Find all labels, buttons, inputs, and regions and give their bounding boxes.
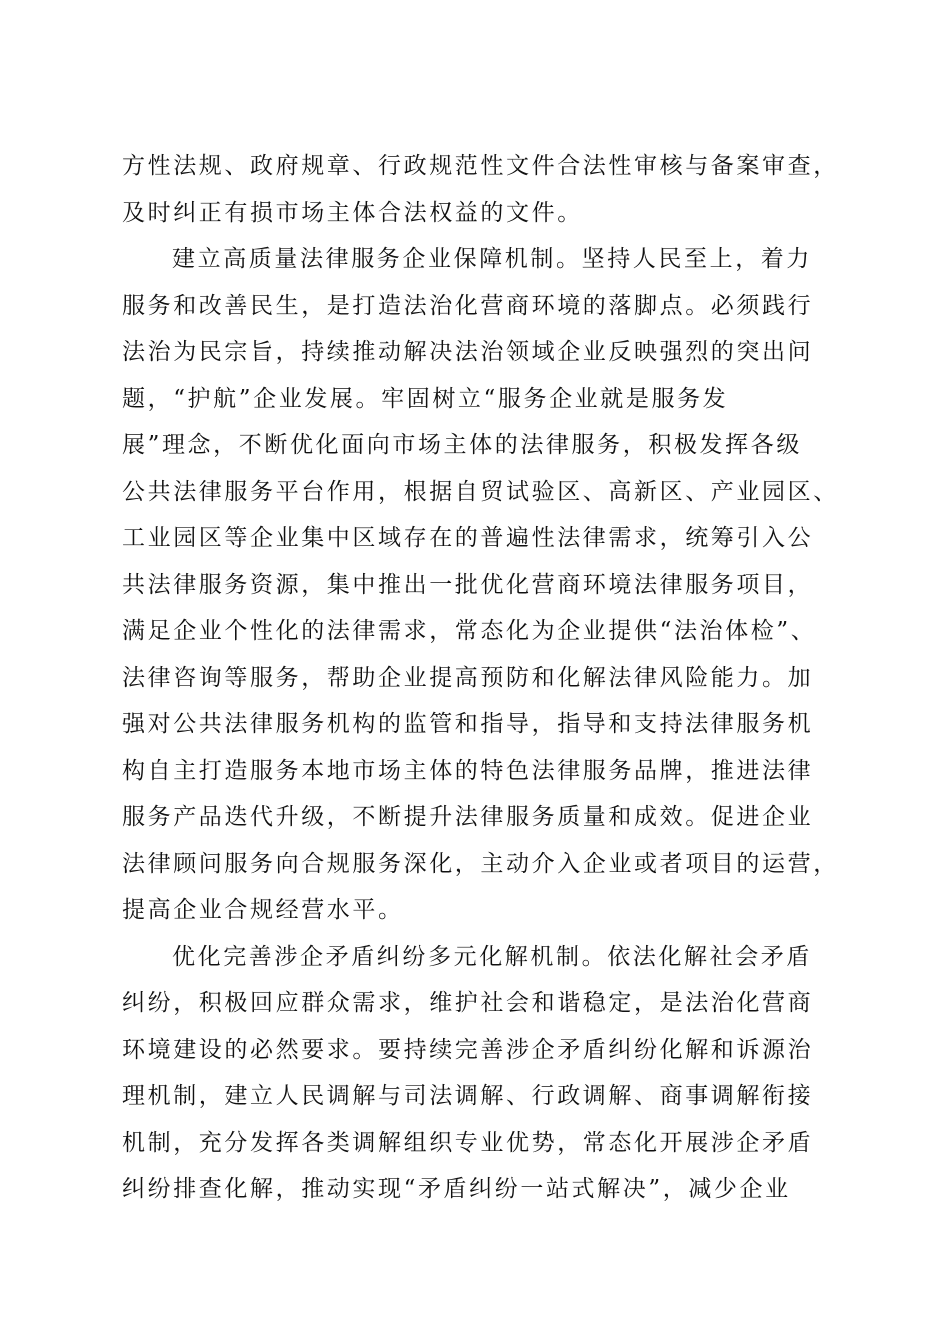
text-line: 强对公共法律服务机构的监管和指导，指导和支持法律服务机 <box>122 711 814 737</box>
text-line: 环境建设的必然要求。要持续完善涉企矛盾纠纷化解和诉源治 <box>122 1036 814 1063</box>
text-line: 构自主打造服务本地市场主体的特色法律服务品牌，推进法律 <box>122 757 814 784</box>
text-line: 方性法规、政府规章、行政规范性文件合法性审核与备案审查， <box>122 153 839 179</box>
text-line: 共法律服务资源，集中推出一批优化营商环境法律服务项目， <box>122 571 814 598</box>
text-line: 题，“护航”企业发展。牢固树立“服务企业就是服务发 <box>122 385 729 412</box>
text-line: 工业园区等企业集中区域存在的普遍性法律需求，统筹引入公 <box>122 525 814 551</box>
text-line: 展”理念，不断优化面向市场主体的法律服务，积极发挥各级 <box>122 432 802 458</box>
text-line: 公共法律服务平台作用，根据自贸试验区、高新区、产业园区、 <box>122 478 839 505</box>
text-line: 法律顾问服务向合规服务深化，主动介入企业或者项目的运营， <box>122 850 839 877</box>
text-line: 法律咨询等服务，帮助企业提高预防和化解法律风险能力。加 <box>122 664 814 691</box>
text-line: 纠纷，积极回应群众需求，维护社会和谐稳定，是法治化营商 <box>122 990 814 1016</box>
text-line: 及时纠正有损市场主体合法权益的文件。 <box>122 199 583 226</box>
body-text <box>122 143 842 1213</box>
text-line: 服务和改善民生，是打造法治化营商环境的落脚点。必须践行 <box>122 292 814 319</box>
paragraph-start-line: 优化完善涉企矛盾纠纷多元化解机制。依法化解社会矛盾 <box>172 943 812 970</box>
text-line: 法治为民宗旨，持续推动解决法治领域企业反映强烈的突出问 <box>122 339 814 365</box>
text-line: 机制，充分发挥各类调解组织专业优势，常态化开展涉企矛盾 <box>122 1129 814 1156</box>
text-line: 纠纷排查化解，推动实现“矛盾纠纷一站式解决”，减少企业 <box>122 1176 791 1202</box>
text-line: 满足企业个性化的法律需求，常态化为企业提供“法治体检”、 <box>122 618 817 644</box>
paragraph-start-line: 建立高质量法律服务企业保障机制。坚持人民至上，着力 <box>172 246 812 272</box>
text-line: 服务产品迭代升级，不断提升法律服务质量和成效。促进企业 <box>122 804 814 830</box>
text-line: 提高企业合规经营水平。 <box>122 897 404 923</box>
text-line: 理机制，建立人民调解与司法调解、行政调解、商事调解衔接 <box>122 1083 814 1109</box>
